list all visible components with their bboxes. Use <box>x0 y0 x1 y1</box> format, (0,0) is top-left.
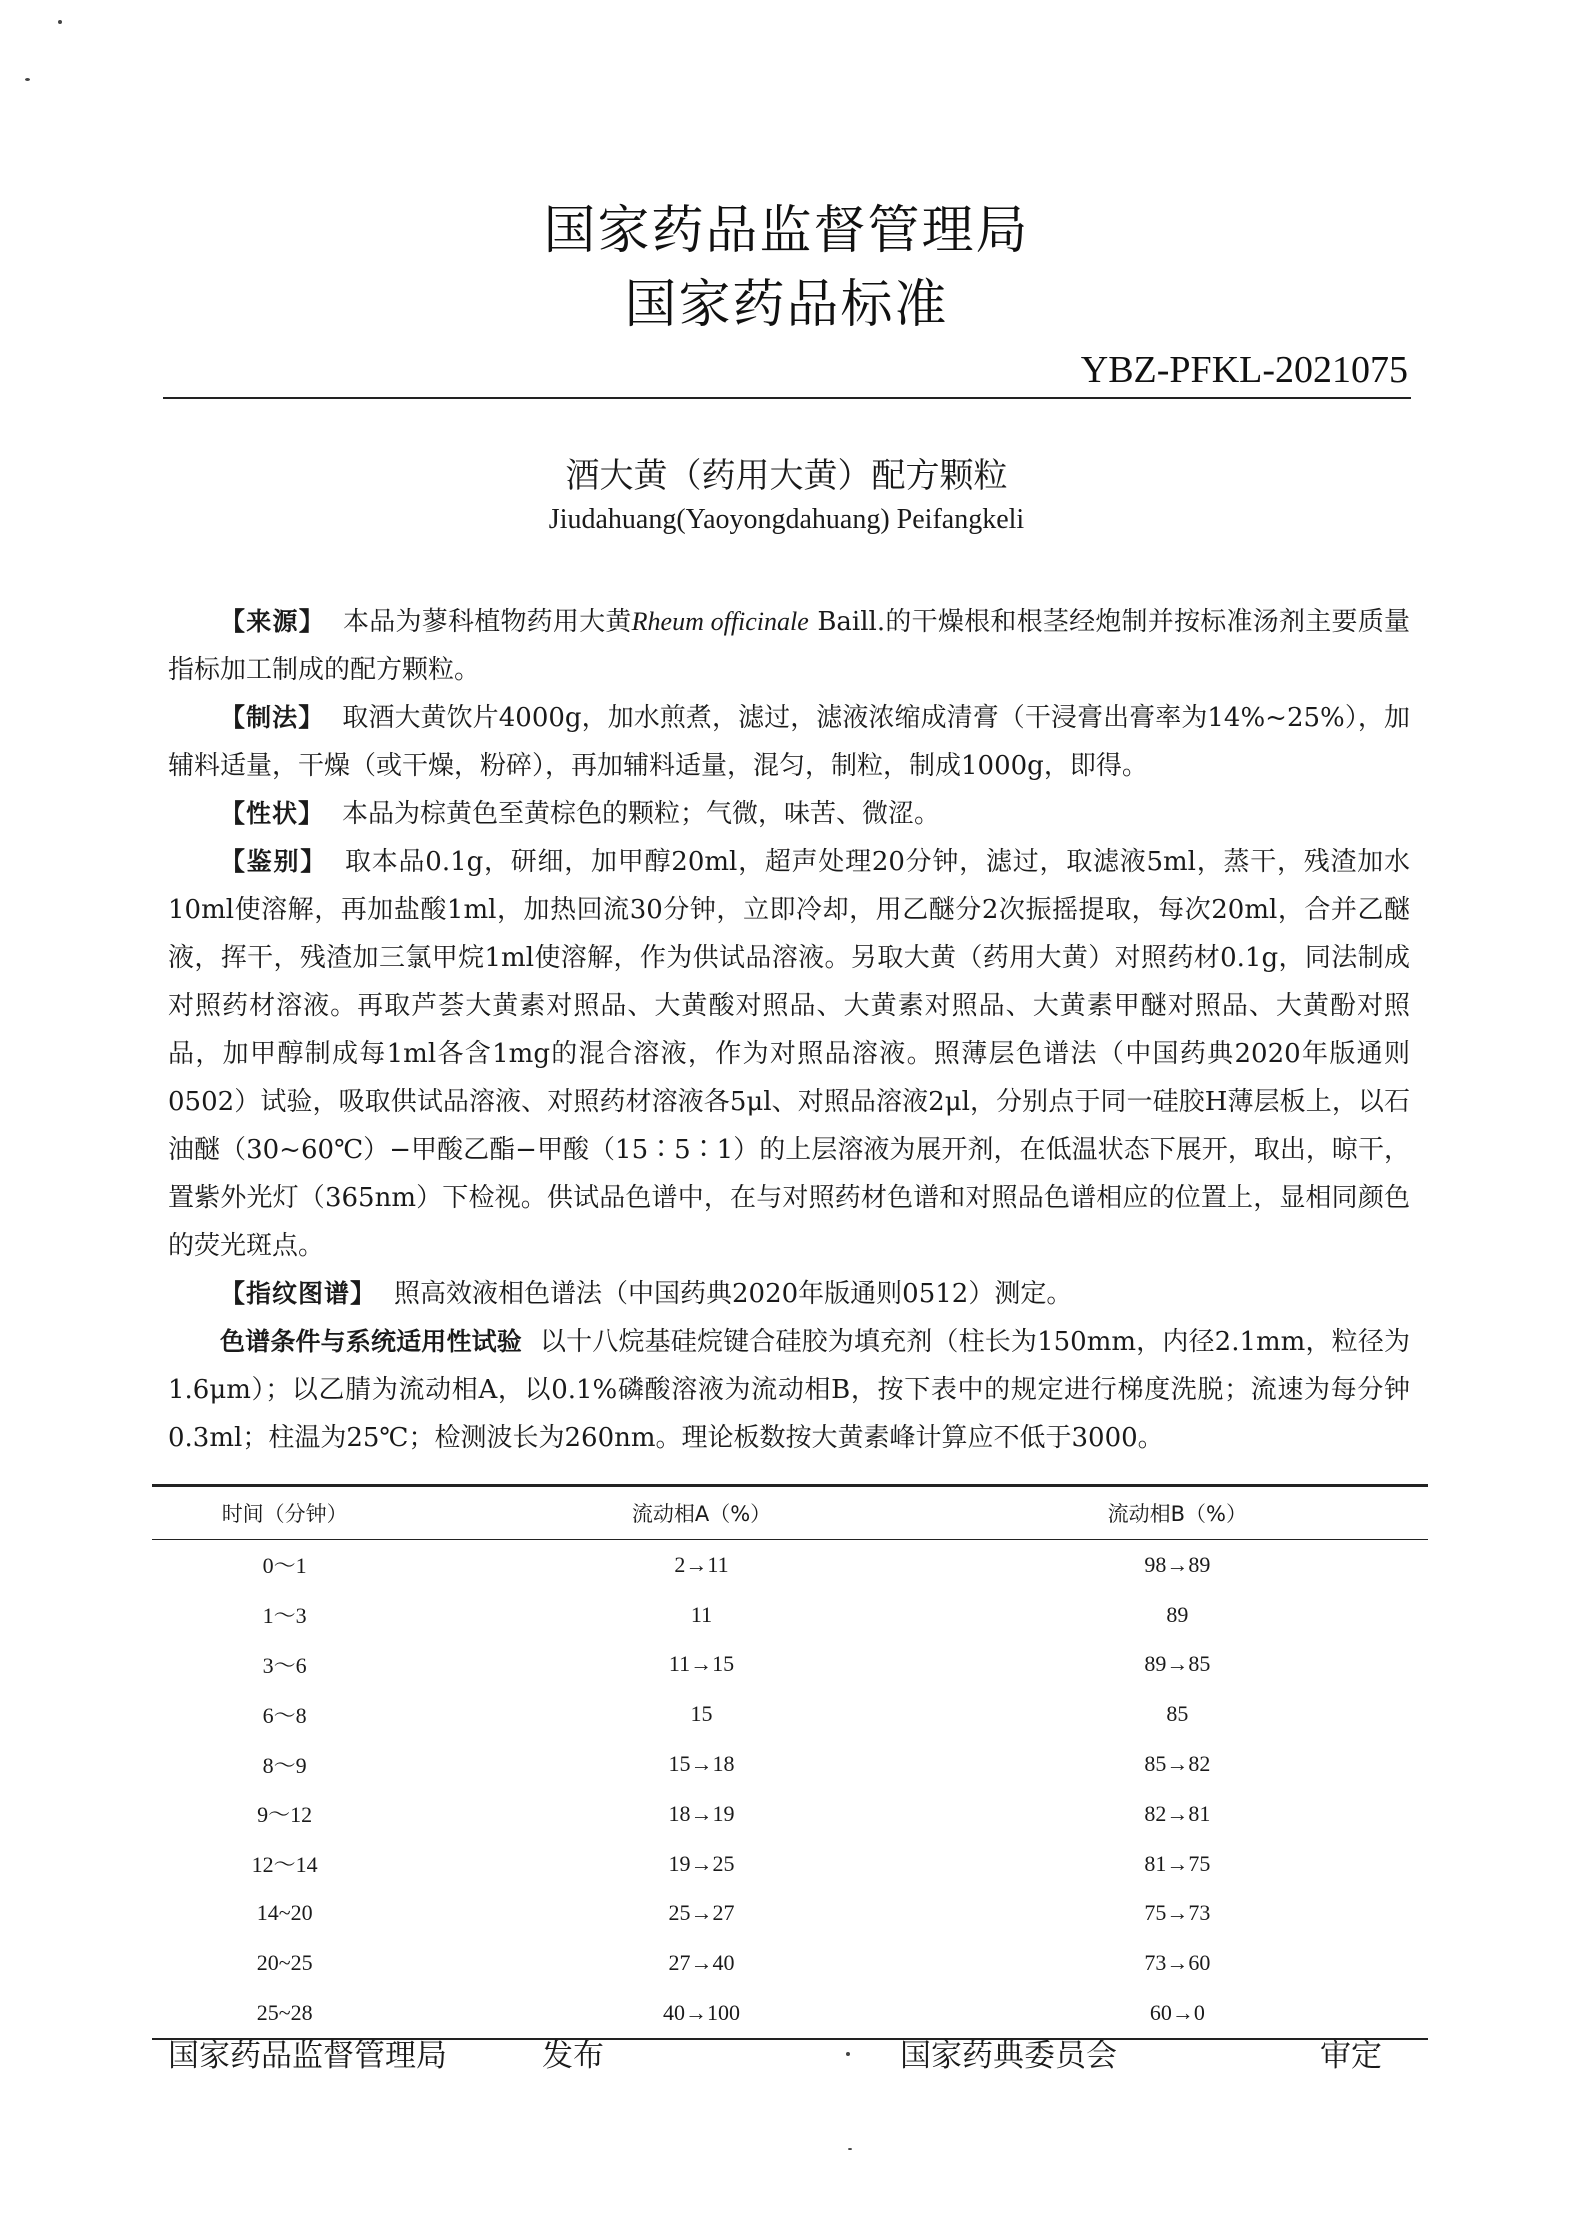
issuer-name: 国家药品监督管理局 <box>168 2038 447 2074</box>
issue-word: 发布 <box>542 2038 604 2074</box>
time-cell: 6～8 <box>262 1702 307 1728</box>
phase-a-cell: 25→27 <box>668 1900 735 1926</box>
time-cell: 3～6 <box>262 1652 307 1678</box>
review-word: 审定 <box>1320 2038 1382 2074</box>
section-text: 本品为棕黄色至黄棕色的颗粒；气微，味苦、微涩。 <box>342 799 941 829</box>
section-identification <box>168 838 1410 1270</box>
phase-b-cell: 81→75 <box>1144 1850 1211 1876</box>
phase-a-cell: 11→15 <box>668 1651 735 1677</box>
reviewer-name: 国家药典委员会 <box>900 2038 1117 2074</box>
phase-a-cell: 15 <box>690 1701 713 1727</box>
scan-speck <box>848 2148 852 2150</box>
scan-speck <box>846 2052 850 2056</box>
standard-title: 国家药品标准 <box>624 275 949 335</box>
column-header-time: 时间（分钟） <box>221 1502 348 1526</box>
section-text: Baill.的干燥根和根茎经炮制并按标准汤剂主要质量指标加工制成的配方颗粒。 <box>168 607 1410 685</box>
header-rule <box>163 397 1411 399</box>
section-text: 取酒大黄饮片4000g，加水煎煮，滤过，滤液浓缩成清膏（干浸膏出膏率为14%~25%），加辅料适量，干燥（或干燥，粉碎），再加辅料适量，混匀，制粒，制成1000g，即得。 <box>168 703 1410 781</box>
phase-b-cell: 89 <box>1166 1601 1189 1627</box>
section-appearance <box>168 790 1410 838</box>
phase-b-cell: 89→85 <box>1144 1651 1211 1677</box>
phase-b-cell: 85 <box>1166 1701 1189 1727</box>
phase-b-cell: 98→89 <box>1144 1551 1211 1577</box>
section-method <box>168 694 1410 790</box>
phase-a-cell: 2→11 <box>674 1551 729 1577</box>
time-cell: 9～12 <box>257 1802 313 1828</box>
phase-b-cell: 85→82 <box>1144 1751 1211 1777</box>
section-text: 照高效液相色谱法（中国药典2020年版通则0512）测定。 <box>394 1279 1073 1309</box>
standard-code: YBZ-PFKL-2021075 <box>1080 349 1408 391</box>
scan-speck <box>58 20 62 24</box>
time-cell: 14~20 <box>256 1900 313 1926</box>
table-row <box>152 1739 1428 1789</box>
phase-b-cell: 82→81 <box>1144 1800 1211 1826</box>
time-cell: 0～1 <box>262 1553 307 1579</box>
phase-a-cell: 15→18 <box>668 1751 735 1777</box>
table-row <box>152 1590 1428 1640</box>
table-row <box>152 1938 1428 1988</box>
phase-a-cell: 27→40 <box>668 1950 735 1976</box>
monograph-body <box>168 598 1410 1462</box>
phase-b-cell: 73→60 <box>1144 1950 1211 1976</box>
table-row <box>152 1689 1428 1739</box>
product-name-cn: 酒大黄（药用大黄）配方颗粒 <box>565 456 1008 496</box>
column-header-phase-b: 流动相B（%） <box>1107 1502 1248 1526</box>
time-cell: 25~28 <box>256 2000 313 2026</box>
section-label: 【来源】 <box>220 607 325 636</box>
phase-a-cell: 11 <box>690 1601 713 1627</box>
section-text: 取本品0.1g，研细，加甲醇20ml，超声处理20分钟，滤过，取滤液5ml，蒸干，残渣加水10ml使溶解，再加盐酸1ml，加热回流30分钟，立即冷却，用乙醚分2次振摇提取，每次20ml，合并乙醚液，挥干，残渣加三氯甲烷1ml使溶解，作为供试品溶液。另取大黄（药用大黄）对照药材0.1g，同法制成对照药材溶液。再取芦荟大黄素对照品、大黄酸对照品、大黄素对照品、大黄素甲醚对照品、大黄酚对照品，加甲醇制成每1ml各含1mg的混合溶液，作为对照品溶液。照薄层色谱法（中国药典2020年版通则0502）试验，吸取供试品溶液、对照药材溶液各5μl、对照品溶液2μl，分别点于同一硅胶H薄层板上，以石油醚（30~60℃）−甲酸乙酯−甲酸（15∶5∶1）的上层溶液为展开剂，在低温状态下展开，取出，晾干，置紫外光灯（365nm）下检视。供试品色谱中，在与对照药材色谱和对照品色谱相应的位置上，显相同颜色的荧光斑点。 <box>168 847 1410 1261</box>
section-fingerprint <box>168 1270 1410 1318</box>
table-row <box>152 1640 1428 1690</box>
time-cell: 8～9 <box>262 1752 307 1778</box>
table-row <box>152 1889 1428 1939</box>
phase-b-cell: 60→0 <box>1149 2000 1205 2026</box>
latin-species-name: Rheum officinale <box>631 607 809 636</box>
agency-title: 国家药品监督管理局 <box>543 201 1030 261</box>
document-footer <box>0 2030 1573 2080</box>
table-header-row <box>152 1486 1428 1540</box>
time-cell: 1～3 <box>262 1603 307 1629</box>
column-header-phase-a: 流动相A（%） <box>631 1502 772 1526</box>
table-row <box>152 1540 1428 1590</box>
section-text: 以十八烷基硅烷键合硅胶为填充剂（柱长为150mm，内径2.1mm，粒径为1.6μm）；以乙腈为流动相A，以0.1%磷酸溶液为流动相B，按下表中的规定进行梯度洗脱；流速为每分钟0.3ml；柱温为25℃；检测波长为260nm。理论板数按大黄素峰计算应不低于3000。 <box>168 1327 1410 1453</box>
phase-a-cell: 40→100 <box>663 2000 741 2026</box>
phase-b-cell: 75→73 <box>1144 1900 1211 1926</box>
phase-a-cell: 18→19 <box>668 1800 735 1826</box>
subsection-label: 色谱条件与系统适用性试验 <box>220 1327 522 1356</box>
time-cell: 20~25 <box>256 1950 313 1976</box>
section-label: 【制法】 <box>220 703 325 732</box>
section-label: 【指纹图谱】 <box>220 1279 377 1308</box>
scan-speck <box>25 78 30 81</box>
table-row <box>152 1789 1428 1839</box>
table-row <box>152 1839 1428 1889</box>
section-text: 本品为蓼科植物药用大黄 <box>342 607 632 637</box>
section-label: 【性状】 <box>220 799 325 828</box>
section-label: 【鉴别】 <box>220 847 328 876</box>
product-name-en: Jiudahuang(Yaoyongdahuang) Peifangkeli <box>548 504 1025 535</box>
section-conditions <box>168 1318 1410 1462</box>
phase-a-cell: 19→25 <box>668 1850 735 1876</box>
gradient-table <box>152 1484 1428 2040</box>
time-cell: 12～14 <box>251 1852 318 1878</box>
section-source <box>168 598 1410 694</box>
